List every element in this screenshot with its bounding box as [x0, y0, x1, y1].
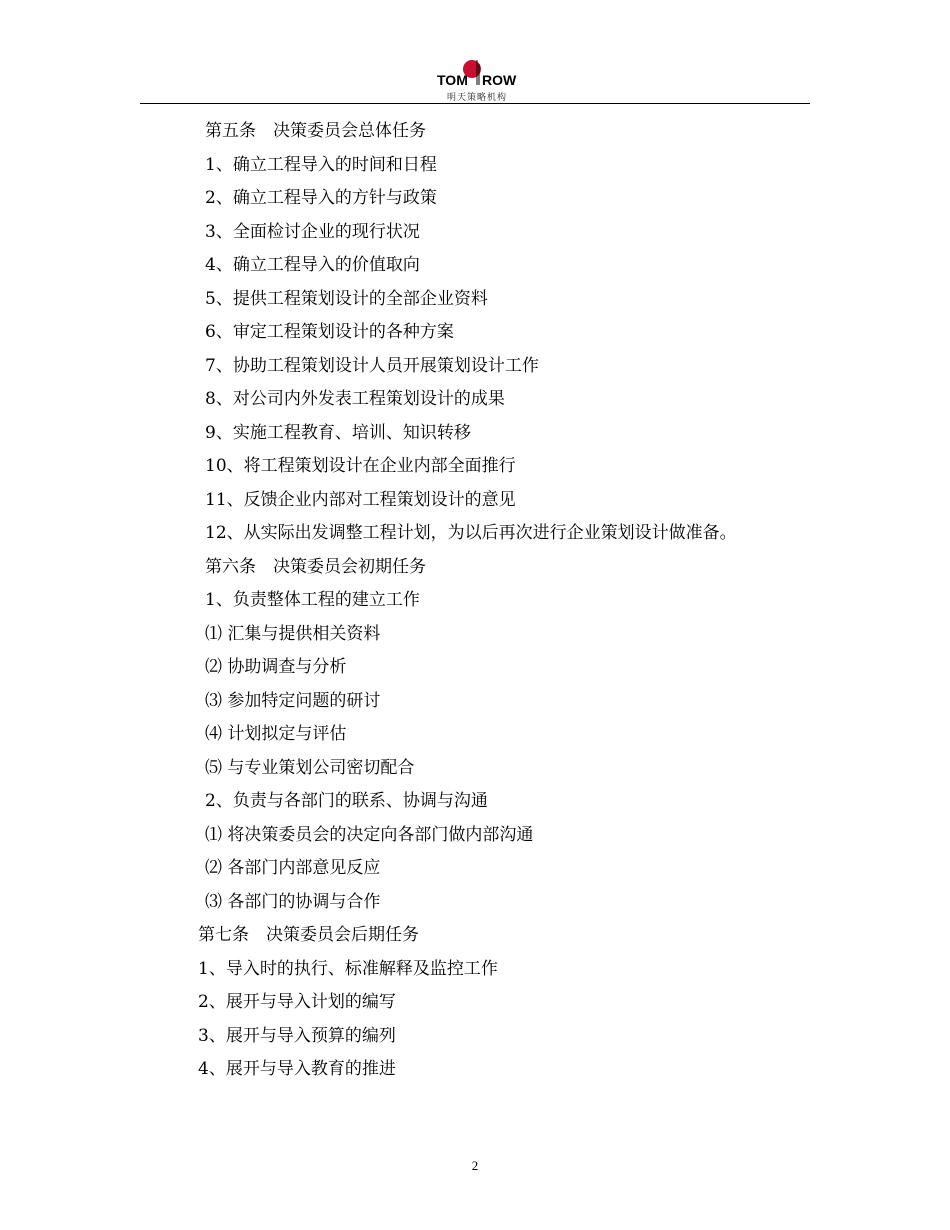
svg-text:ROW: ROW	[482, 72, 517, 88]
text-line: 1、负责整体工程的建立工作	[205, 590, 420, 610]
text-line: ⑶ 各部门的协调与合作	[205, 892, 381, 912]
company-logo	[437, 56, 517, 104]
text-line: 2、负责与各部门的联系、协调与沟通	[205, 791, 488, 811]
text-line: 1、导入时的执行、标准解释及监控工作	[198, 959, 498, 979]
text-line: 11、反馈企业内部对工程策划设计的意见	[205, 490, 516, 510]
text-line: 5、提供工程策划设计的全部企业资料	[205, 289, 488, 309]
text-line: ⑵ 各部门内部意见反应	[205, 858, 381, 878]
text-line: 4、展开与导入教育的推进	[198, 1059, 396, 1079]
text-line: 6、审定工程策划设计的各种方案	[205, 322, 454, 342]
article-heading: 第六条 决策委员会初期任务	[205, 557, 426, 577]
text-line: 4、确立工程导入的价值取向	[205, 255, 420, 275]
text-line: 2、确立工程导入的方针与政策	[205, 188, 437, 208]
svg-text:TOM: TOM	[437, 72, 468, 88]
logo-tagline: 明天策略机构	[446, 93, 507, 103]
text-line: 8、对公司内外发表工程策划设计的成果	[205, 389, 505, 409]
page-number: 2	[471, 1158, 479, 1173]
tomorrow-logo-icon	[437, 56, 517, 90]
text-line: 7、协助工程策划设计人员开展策划设计工作	[205, 356, 539, 376]
text-line: ⑴ 将决策委员会的决定向各部门做内部沟通	[205, 825, 534, 845]
text-line: ⑷ 计划拟定与评估	[205, 724, 347, 744]
text-line: 3、展开与导入预算的编列	[198, 1026, 396, 1046]
text-line: 3、全面检讨企业的现行状况	[205, 222, 420, 242]
text-line: ⑵ 协助调查与分析	[205, 657, 347, 677]
text-line: 1、确立工程导入的时间和日程	[205, 155, 437, 175]
header-divider	[140, 103, 810, 104]
text-line: 9、实施工程教育、培训、知识转移	[205, 423, 471, 443]
text-line: 2、展开与导入计划的编写	[198, 992, 396, 1012]
text-line: ⑴ 汇集与提供相关资料	[205, 624, 381, 644]
text-line: ⑶ 参加特定问题的研讨	[205, 691, 381, 711]
article-heading: 第五条 决策委员会总体任务	[205, 121, 426, 141]
article-heading: 第七条 决策委员会后期任务	[198, 925, 419, 945]
text-line: ⑸ 与专业策划公司密切配合	[205, 758, 415, 778]
text-line: 10、将工程策划设计在企业内部全面推行	[205, 456, 516, 476]
text-line: 12、从实际出发调整工程计划，为以后再次进行企业策划设计做准备。	[205, 523, 737, 543]
page-header	[0, 0, 950, 106]
